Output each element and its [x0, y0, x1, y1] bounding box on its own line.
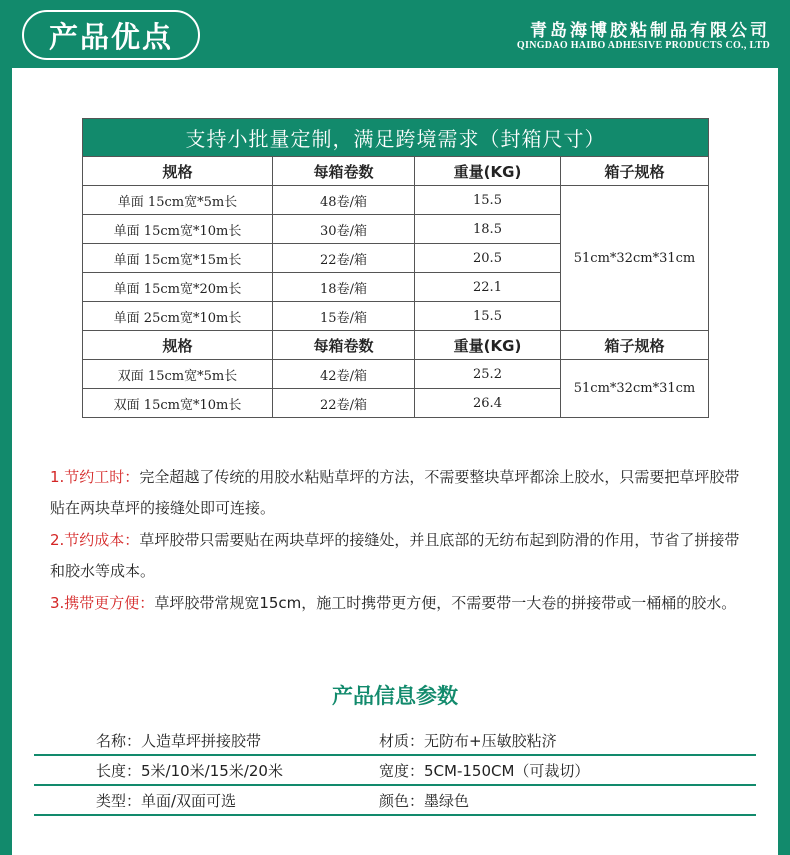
spec-table: [82, 118, 709, 418]
info-section-title: 产品信息参数: [332, 684, 458, 708]
cell-spec: 单面 15cm宽*20m长: [83, 273, 273, 302]
cell-box-size: 51cm*32cm*31cm: [561, 186, 709, 331]
cell-rolls: 30卷/箱: [273, 215, 415, 244]
cell-weight: 22.1: [415, 273, 561, 302]
advantage-item: [50, 588, 750, 619]
cell-rolls: 48卷/箱: [273, 186, 415, 215]
header-spec: 规格: [83, 331, 273, 360]
advantage-text: 草坪胶带常规宽15cm，施工时携带更方便，不需要带一大卷的拼接带或一桶桶的胶水。: [154, 594, 737, 612]
advantage-item: [50, 525, 750, 587]
info-cell: 名称：人造草坪拼接胶带: [96, 731, 262, 750]
content-panel: [12, 68, 778, 855]
section-badge: 产品优点: [22, 10, 200, 60]
company-name-cn: 青岛海博胶粘制品有限公司: [530, 21, 770, 41]
cell-rolls: 42卷/箱: [273, 360, 415, 389]
info-cell: 类型：单面/双面可选: [96, 791, 237, 810]
cell-rolls: 18卷/箱: [273, 273, 415, 302]
info-cell: 颜色：墨绿色: [379, 791, 470, 810]
info-row: [34, 786, 756, 816]
advantage-text: 草坪胶带只需要贴在两块草坪的接缝处，并且底部的无纺布起到防滑的作用，节省了拼接带和胶水等成本。: [50, 531, 740, 580]
header-weight: 重量(KG): [415, 157, 561, 186]
info-row: [34, 756, 756, 786]
spec-header-row: [83, 157, 709, 186]
company-name-en: QINGDAO HAIBO ADHESIVE PRODUCTS CO., LTD: [516, 40, 770, 51]
spec-table-title-row: [83, 119, 709, 157]
info-row: [34, 726, 756, 756]
advantage-label: 1.节约工时：: [50, 468, 140, 486]
info-list: [34, 726, 756, 816]
cell-spec: 单面 15cm宽*10m长: [83, 215, 273, 244]
spec-table-title: 支持小批量定制，满足跨境需求（封箱尺寸）: [83, 119, 709, 157]
header-box: 箱子规格: [561, 331, 709, 360]
cell-weight: 18.5: [415, 215, 561, 244]
table-row: [83, 360, 709, 389]
advantage-item: [50, 462, 750, 524]
info-cell: 长度：5米/10米/15米/20米: [96, 761, 283, 780]
cell-weight: 26.4: [415, 389, 561, 418]
header-box: 箱子规格: [561, 157, 709, 186]
info-cell: 材质：无防布+压敏胶粘济: [379, 731, 557, 750]
info-cell: 宽度：5CM-150CM（可裁切）: [379, 761, 590, 780]
cell-rolls: 22卷/箱: [273, 389, 415, 418]
cell-spec: 单面 15cm宽*15m长: [83, 244, 273, 273]
table-row: [83, 186, 709, 215]
advantage-text: 完全超越了传统的用胶水粘贴草坪的方法，不需要整块草坪都涂上胶水，只需要把草坪胶带贴在两块草坪的接缝处即可连接。: [50, 468, 740, 517]
cell-spec: 单面 25cm宽*10m长: [83, 302, 273, 331]
header-weight: 重量(KG): [415, 331, 561, 360]
cell-rolls: 22卷/箱: [273, 244, 415, 273]
cell-weight: 25.2: [415, 360, 561, 389]
cell-weight: 15.5: [415, 302, 561, 331]
cell-box-size: 51cm*32cm*31cm: [561, 360, 709, 418]
cell-spec: 单面 15cm宽*5m长: [83, 186, 273, 215]
advantage-label: 3.携带更方便：: [50, 594, 155, 612]
advantage-label: 2.节约成本：: [50, 531, 140, 549]
cell-weight: 15.5: [415, 186, 561, 215]
cell-spec: 双面 15cm宽*5m长: [83, 360, 273, 389]
cell-weight: 20.5: [415, 244, 561, 273]
header-rolls: 每箱卷数: [273, 331, 415, 360]
header-bar: [0, 0, 790, 68]
spec-header-row: [83, 331, 709, 360]
header-spec: 规格: [83, 157, 273, 186]
header-rolls: 每箱卷数: [273, 157, 415, 186]
cell-rolls: 15卷/箱: [273, 302, 415, 331]
cell-spec: 双面 15cm宽*10m长: [83, 389, 273, 418]
